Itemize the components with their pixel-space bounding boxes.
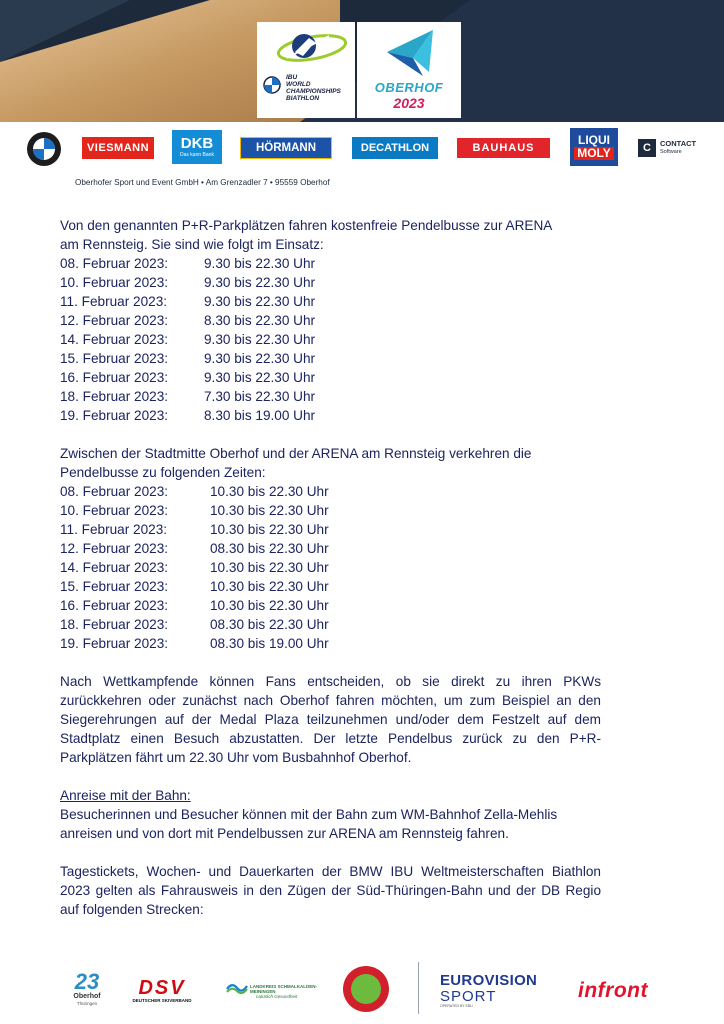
host-year: 2023 [393,95,425,111]
viessmann-logo [82,137,154,159]
dsv-text: DSV [138,976,186,999]
schedule-time: 8.30 bis 19.00 Uhr [204,408,316,423]
schedule-row [60,501,601,520]
ibu-line: WORLD [286,81,311,88]
schedule-date: 19. Februar 2023: [60,636,169,651]
schedule-row [60,387,601,406]
schedule-row [60,482,601,501]
schedule-row [60,615,601,634]
schedule-row [60,292,601,311]
schedule-time: 10.30 bis 22.30 Uhr [210,484,329,499]
bauhaus-logo [457,138,550,158]
oberhof-sub: Thüringen [76,1000,98,1006]
ibu-logo-card [257,22,355,118]
schedule-date: 15. Februar 2023: [60,579,169,594]
company-address: Oberhofer Sport und Event GmbH • Am Grenzadler 7 • 95559 Oberhof [75,178,330,187]
schedule-row [60,406,601,425]
ibu-biathlon-icon [257,22,355,118]
sponsor-row [0,124,724,172]
oberhof-name: Oberhof [73,992,101,1000]
schedule-row [60,520,601,539]
schedule-time: 10.30 bis 22.30 Uhr [210,522,329,537]
schedule-row [60,254,601,273]
schedule-date: 14. Februar 2023: [60,332,169,347]
schedule-row [60,330,601,349]
moly-text: MOLY [574,147,614,160]
schedule-time: 9.30 bis 22.30 Uhr [204,256,316,271]
schedule-date: 16. Februar 2023: [60,598,169,613]
schedule-date: 18. Februar 2023: [60,617,169,632]
schedule-date: 08. Februar 2023: [60,484,169,499]
hormann-text: HÖRMANN [255,142,317,154]
schedule-row [60,368,601,387]
schedule-time: 9.30 bis 22.30 Uhr [204,351,316,366]
schedule-row [60,596,601,615]
landkreis-name: LANDKREIS SCHMALKALDEN-MEININGEN [250,983,317,994]
schedule-row [60,349,601,368]
schedule-time: 10.30 bis 22.30 Uhr [210,598,329,613]
schedule-date: 15. Februar 2023: [60,351,169,366]
schedule-date: 12. Februar 2023: [60,541,169,556]
contact-text: CONTACT [660,139,697,148]
schedule-date: 14. Februar 2023: [60,560,169,575]
ibu-wordmark [286,74,341,102]
schedule-time: 10.30 bis 22.30 Uhr [210,579,329,594]
schedule-time: 10.30 bis 22.30 Uhr [210,503,329,518]
dsv-logo [116,976,208,1004]
schedule-date: 10. Februar 2023: [60,275,169,290]
schedule-time: 9.30 bis 22.30 Uhr [204,370,316,385]
oberhof-logo-card [357,22,461,118]
schedule-row [60,577,601,596]
infront-text: infront [578,979,648,1002]
schedule-row [60,558,601,577]
bauhaus-text: BAUHAUS [472,142,535,154]
schedule-date: 11. Februar 2023: [60,294,168,309]
schedule-date: 10. Februar 2023: [60,503,169,518]
ibu-line: IBU [286,74,298,81]
schedule-date: 19. Februar 2023: [60,408,169,423]
footer-logos [0,950,724,1024]
schedule-time: 10.30 bis 22.30 Uhr [210,560,329,575]
document-body [60,216,601,919]
schedule-row [60,539,601,558]
schedule-date: 08. Februar 2023: [60,256,169,271]
schedule-row [60,273,601,292]
after-event-paragraph: Nach Wettkampfende können Fans entscheiden, ob sie direkt zu ihren PKWs zurückkehren oder zunächst nach Oberhof fahren möchten, um zum Beispiel an den Siegerehrungen auf der Medal Plaza teilzunehmen und/oder dem Festzelt auf dem Stadtplatz einen Besuch abzustatten. Der letzte Pendelbus zurück zu den P+R-Parkplätzen fährt um 22.30 Uhr vom Busbahnhof Oberhof. [60,674,601,765]
bmw-roundel-icon [26,131,62,167]
thueringer-skiverband-logo [343,966,389,1012]
oberhof-arrow-icon [357,22,461,82]
infront-logo [572,978,654,1004]
section1-intro-line1: Von den genannten P+R-Parkplätzen fahren kostenfreie Pendelbusse zur ARENA [60,218,553,233]
section2-intro-line2: Pendelbusse zu folgenden Zeiten: [60,465,266,480]
decathlon-text: DECATHLON [360,142,430,154]
liqui-text: LIQUI [578,133,610,147]
eurovision-text: EUROVISION [440,971,538,989]
decathlon-logo [352,137,438,159]
tickets-paragraph: Tagestickets, Wochen- und Dauerkarten der BMW IBU Weltmeisterschaften Biathlon 2023 gelten als Fahrausweis in den Zügen der Süd-Thüringen-Bahn und der DB Regio auf folgenden Strecken: [60,864,601,917]
dsv-sub: DEUTSCHER SKIVERBAND [132,997,192,1003]
dkb-text: DKB [180,135,214,152]
host-name: OBERHOF [374,80,444,95]
schedule-time: 9.30 bis 22.30 Uhr [204,275,316,290]
rail-paragraph: Besucherinnen und Besucher können mit der Bahn zum WM-Bahnhof Zella-Mehlis anreisen und von dort mit Pendelbussen zur ARENA am Rennsteig fahren. [60,807,558,841]
hormann-logo [240,137,332,159]
sport-text: SPORT [440,987,497,1005]
contact-software-logo [638,136,710,160]
section1-schedule [60,254,601,425]
landkreis-slogan: natürlich Gesundheit [256,993,298,999]
schedule-date: 18. Februar 2023: [60,389,169,404]
section2-intro-line1: Zwischen der Stadtmitte Oberhof und der ARENA am Rennsteig verkehren die [60,446,532,461]
schedule-time: 08.30 bis 22.30 Uhr [210,541,329,556]
oberhof-number: 23 [74,968,100,994]
bmw-logo [26,131,62,167]
schedule-row [60,311,601,330]
contact-c-icon: C [638,139,656,157]
viessmann-text: VIESMANN [86,142,150,154]
schedule-time: 08.30 bis 19.00 Uhr [210,636,329,651]
landkreis-logo [226,978,320,1004]
schedule-date: 11. Februar 2023: [60,522,168,537]
liqui-moly-logo [570,128,618,166]
schedule-time: 9.30 bis 22.30 Uhr [204,332,316,347]
section1-intro-line2: am Rennsteig. Sie sind wie folgt im Einsatz: [60,237,324,252]
schedule-time: 8.30 bis 22.30 Uhr [204,313,316,328]
schedule-time: 7.30 bis 22.30 Uhr [204,389,316,404]
schedule-date: 16. Februar 2023: [60,370,169,385]
ibu-line: CHAMPIONSHIPS [286,88,341,95]
eurovision-sport-logo [440,972,552,1008]
landkreis-wave-icon [226,980,248,994]
schedule-time: 9.30 bis 22.30 Uhr [204,294,316,309]
ibu-line: BIATHLON [286,95,320,102]
rail-heading: Anreise mit der Bahn: [60,788,191,803]
operated-by-text: OPERATED BY EBU [440,1003,473,1008]
footer-divider [418,962,419,1014]
contact-sub: Software [660,149,682,155]
schedule-time: 08.30 bis 22.30 Uhr [210,617,329,632]
header-banner [0,0,724,122]
dkb-logo [172,130,222,164]
schedule-date: 12. Februar 2023: [60,313,169,328]
dkb-tagline: Das kann Bank [180,152,214,158]
oberhof-thueringen-logo [66,964,108,1012]
section2-schedule [60,482,601,653]
schedule-row [60,634,601,653]
skiverband-emblem-icon [351,974,381,1004]
